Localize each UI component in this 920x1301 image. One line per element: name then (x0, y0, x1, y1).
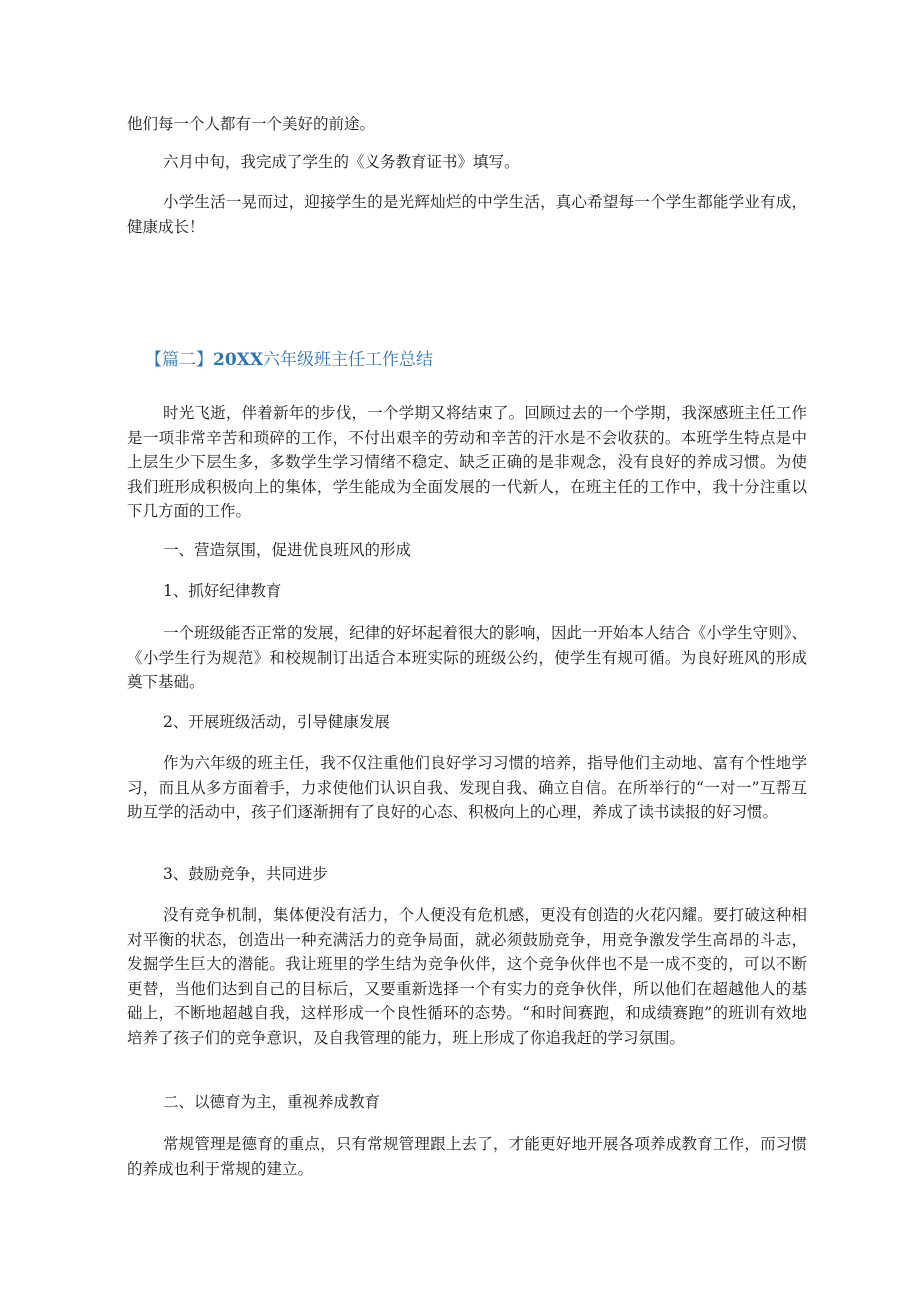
paragraph-continuation: 他们每一个人都有一个美好的前途。 (127, 115, 376, 133)
paragraph-activities: 作为六年级的班主任，我不仅注重他们良好学习习惯的培养，指导他们主动地、富有个性地学习，而且从多方面着手，力求使他们认识自我、发现自我、确立自信。在所举行的“一对一”互帮互助互学的活动中，孩子们逐渐拥有了良好的心态、积极向上的心理，养成了读书读报的好习惯。 (127, 754, 807, 821)
heading-activities: 2、开展班级活动，引导健康发展 (163, 713, 390, 731)
section-title-bracket: 【篇二】 (145, 350, 213, 370)
paragraph-farewell: 小学生活一晃而过，迎接学生的是光辉灿烂的中学生活，真心希望每一个学生都能学业有成，健康成长！ (127, 193, 807, 236)
heading-discipline: 1、抓好纪律教育 (163, 582, 282, 600)
paragraph-routine: 常规管理是德育的重点，只有常规管理跟上去了，才能更好地开展各项养成教育工作，而习惯的养成也利于常规的建立。 (127, 1135, 807, 1178)
heading-competition: 3、鼓励竞争，共同进步 (163, 865, 328, 883)
heading-part-one: 一、营造氛围，促进优良班风的形成 (163, 541, 412, 559)
heading-part-two: 二、以德育为主，重视养成教育 (163, 1093, 381, 1111)
paragraph-discipline: 一个班级能否正常的发展，纪律的好坏起着很大的影响，因此一开始本人结合《小学生守则》、《小学生行为规范》和校规制订出适合本班实际的班级公约，使学生有规可循。为良好班风的形成奠下基础。 (127, 624, 807, 691)
section-title (145, 348, 433, 372)
section-title-year: 20XX (213, 350, 264, 370)
paragraph-competition: 没有竞争机制，集体便没有活力，个人便没有危机感，更没有创造的火花闪耀。要打破这种相对平衡的状态，创造出一种充满活力的竞争局面，就必须鼓励竞争，用竞争激发学生高昂的斗志，发掘学生巨大的潜能。我让班里的学生结为竞争伙伴，这个竞争伙伴也不是一成不变的，可以不断更替，当他们达到自己的目标后，又要重新选择一个有实力的竞争伙伴，所以他们在超越他人的基础上，不断地超越自我，这样形成一个良性循环的态势。“和时间赛跑，和成绩赛跑”的班训有效地培养了孩子们的竞争意识，及自我管理的能力，班上形成了你追我赶的学习氛围。 (127, 906, 807, 1047)
section-title-text: 六年级班主任工作总结 (263, 350, 434, 370)
paragraph-intro: 时光飞逝，伴着新年的步伐，一个学期又将结束了。回顾过去的一个学期，我深感班主任工作是一项非常辛苦和琐碎的工作，不付出艰辛的劳动和辛苦的汗水是不会收获的。本班学生特点是中上层生少下层生多，多数学生学习情绪不稳定、缺乏正确的是非观念，没有良好的养成习惯。为使我们班形成积极向上的集体，学生能成为全面发展的一代新人，在班主任的工作中，我十分注重以下几方面的工作。 (127, 404, 807, 520)
paragraph-certificate: 六月中旬，我完成了学生的《义务教育证书》填写。 (163, 153, 520, 171)
